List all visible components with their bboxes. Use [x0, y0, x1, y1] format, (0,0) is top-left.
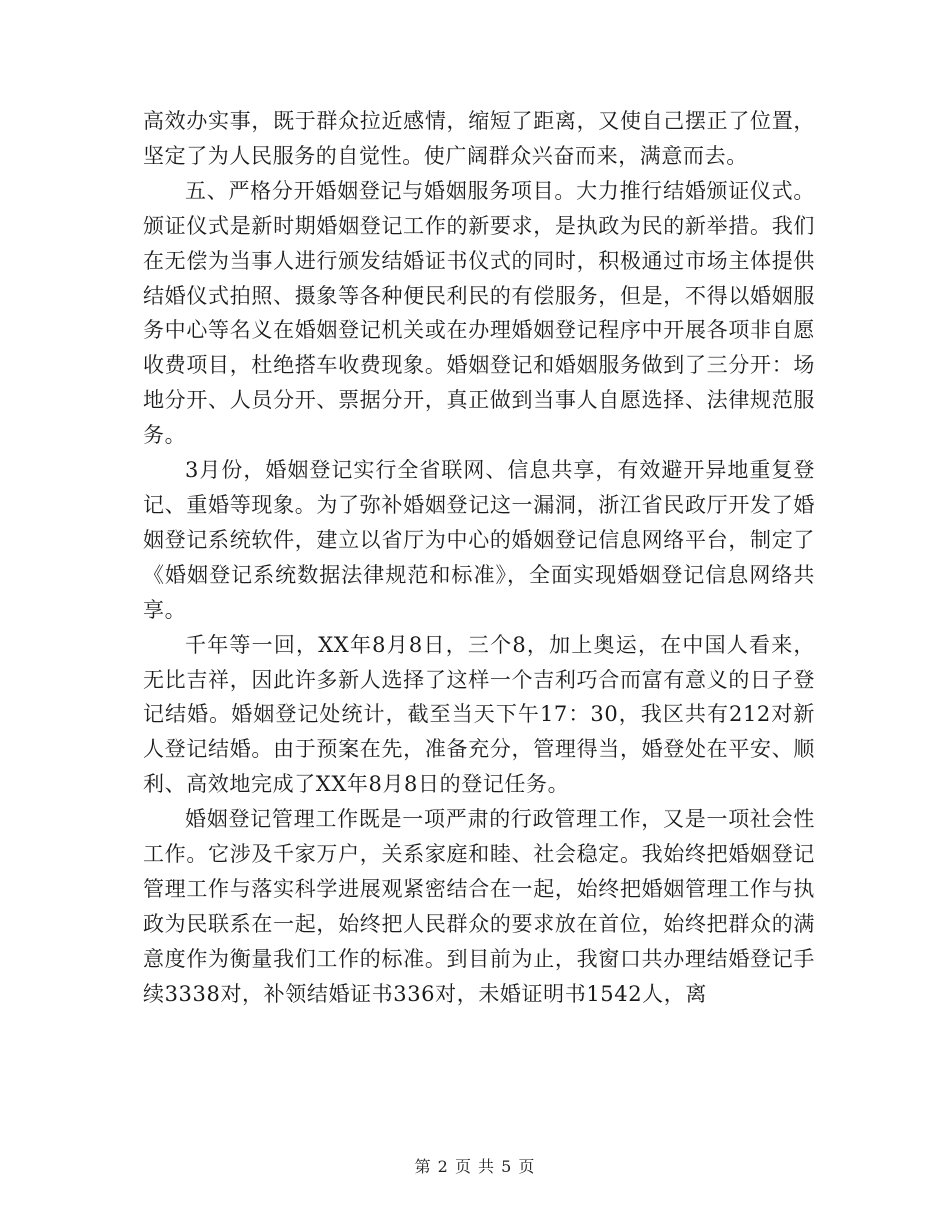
paragraph-management-summary: 婚姻登记管理工作既是一项严肃的行政管理工作，又是一项社会性工作。它涉及千家万户，关系家庭和睦、社会稳定。我始终把婚姻登记管理工作与落实科学进展观紧密结合在一起，始终把婚姻管理工作与执政为民联系在一起，始终把人民群众的要求放在首位，始终把群众的满意度作为衡量我们工作的标准。到目前为止，我窗口共办理结婚登记手续3338对，补领结婚证书336对，未婚证明书1542人，离: [143, 807, 815, 1006]
paragraph-section-five: 五、严格分开婚姻登记与婚姻服务项目。大力推行结婚颁证仪式。颁证仪式是新时期婚姻登记工作的新要求，是执政为民的新举措。我们在无偿为当事人进行颁发结婚证书仪式的同时，积极通过市场主体提供结婚仪式拍照、摄象等各种便民利民的有偿服务，但是，不得以婚姻服务中心等名义在婚姻登记机关或在办理婚姻登记程序中开展各项非自愿收费项目，杜绝搭车收费现象。婚姻登记和婚姻服务做到了三分开：场地分开、人员分开、票据分开，真正做到当事人自愿选择、法律规范服务。: [143, 178, 815, 448]
paragraph-continuation: 高效办实事，既于群众拉近感情，缩短了距离，又使自己摆正了位置，坚定了为人民服务的自觉性。使广阔群众兴奋而来，满意而去。: [143, 109, 815, 168]
paragraph-march-networking: 3月份，婚姻登记实行全省联网、信息共享，有效避开异地重复登记、重婚等现象。为了弥补婚姻登记这一漏洞，浙江省民政厅开发了婚姻登记系统软件，建立以省厅为中心的婚姻登记信息网络平台，制定了《婚姻登记系统数据法律规范和标准》，全面实现婚姻登记信息网络共享。: [143, 458, 815, 622]
paragraph-august-eighth: 千年等一回，XX年8月8日，三个8，加上奥运，在中国人看来，无比吉祥，因此许多新人选择了这样一个吉利巧合而富有意义的日子登记结婚。婚姻登记处统计，截至当天下午17：30，我区共有212对新人登记结婚。由于预案在先，准备充分，管理得当，婚登处在平安、顺利、高效地完成了XX年8月8日的登记任务。: [143, 632, 815, 797]
page-number-footer: 第 2 页 共 5 页: [414, 1157, 536, 1176]
document-body: [143, 104, 815, 1012]
